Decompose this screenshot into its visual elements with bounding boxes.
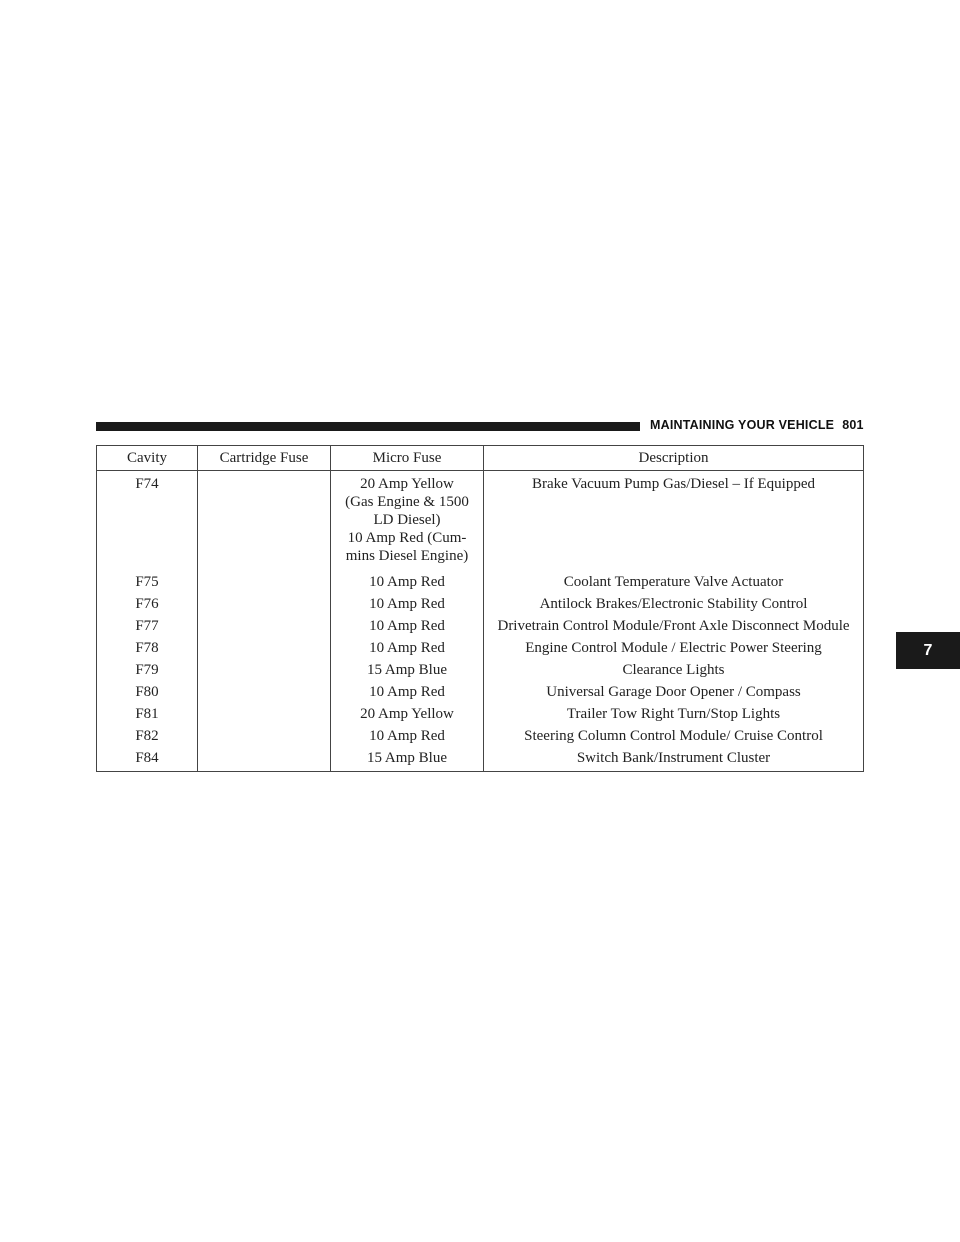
- cartridge-cell: [198, 615, 331, 637]
- micro-cell: 15 Amp Blue: [331, 659, 484, 681]
- table-row: [97, 681, 864, 703]
- table-row: [97, 703, 864, 725]
- table-row: [97, 637, 864, 659]
- micro-line: (Gas Engine & 1500: [345, 494, 469, 510]
- cartridge-cell: [198, 471, 331, 572]
- table-row: [97, 725, 864, 747]
- header-rule: [96, 422, 640, 431]
- column-header-cavity: Cavity: [97, 446, 198, 471]
- cavity-cell: F81: [97, 703, 198, 725]
- table-row: [97, 571, 864, 593]
- cartridge-cell: [198, 571, 331, 593]
- description-cell: Brake Vacuum Pump Gas/Diesel – If Equipped: [484, 471, 864, 572]
- cavity-cell: F84: [97, 747, 198, 772]
- micro-line: mins Diesel Engine): [345, 548, 469, 564]
- micro-cell: 10 Amp Red: [331, 571, 484, 593]
- cartridge-cell: [198, 747, 331, 772]
- table-header-row: [97, 446, 864, 471]
- description-cell: Drivetrain Control Module/Front Axle Disconnect Module: [484, 615, 864, 637]
- column-header-micro-fuse: Micro Fuse: [331, 446, 484, 471]
- description-cell: Trailer Tow Right Turn/Stop Lights: [484, 703, 864, 725]
- cartridge-cell: [198, 703, 331, 725]
- micro-cell: 20 Amp Yellow: [331, 703, 484, 725]
- running-header: [650, 418, 862, 432]
- section-title: MAINTAINING YOUR VEHICLE: [650, 418, 835, 432]
- micro-cell: 15 Amp Blue: [331, 747, 484, 772]
- micro-cell: 10 Amp Red: [331, 615, 484, 637]
- cartridge-cell: [198, 637, 331, 659]
- cartridge-cell: [198, 659, 331, 681]
- micro-cell: 10 Amp Red: [331, 593, 484, 615]
- cartridge-cell: [198, 593, 331, 615]
- description-cell: Antilock Brakes/Electronic Stability Control: [484, 593, 864, 615]
- description-cell: Clearance Lights: [484, 659, 864, 681]
- micro-cell: 10 Amp Red: [331, 681, 484, 703]
- table-row: [97, 593, 864, 615]
- cavity-cell: F82: [97, 725, 198, 747]
- cavity-cell: F75: [97, 571, 198, 593]
- micro-line: 20 Amp Yellow: [360, 476, 454, 492]
- micro-cell: 10 Amp Red: [331, 725, 484, 747]
- micro-line: 10 Amp Red (Cum-: [347, 530, 467, 546]
- fuse-table: [96, 445, 864, 772]
- cartridge-cell: [198, 681, 331, 703]
- column-header-description: Description: [484, 446, 864, 471]
- micro-cell: [331, 471, 484, 572]
- cavity-cell: F74: [97, 471, 198, 572]
- micro-line: LD Diesel): [373, 512, 441, 528]
- description-cell: Universal Garage Door Opener / Compass: [484, 681, 864, 703]
- cavity-cell: F79: [97, 659, 198, 681]
- cavity-cell: F80: [97, 681, 198, 703]
- table-row: [97, 471, 864, 572]
- cavity-cell: F77: [97, 615, 198, 637]
- table-row: [97, 659, 864, 681]
- description-cell: Steering Column Control Module/ Cruise Control: [484, 725, 864, 747]
- description-cell: Coolant Temperature Valve Actuator: [484, 571, 864, 593]
- cavity-cell: F76: [97, 593, 198, 615]
- description-cell: Engine Control Module / Electric Power Steering: [484, 637, 864, 659]
- table-row: [97, 747, 864, 772]
- column-header-cartridge-fuse: Cartridge Fuse: [198, 446, 331, 471]
- cartridge-cell: [198, 725, 331, 747]
- table-row: [97, 615, 864, 637]
- page-number: 801: [842, 418, 864, 432]
- micro-cell: 10 Amp Red: [331, 637, 484, 659]
- chapter-tab: 7: [896, 632, 960, 669]
- cavity-cell: F78: [97, 637, 198, 659]
- description-cell: Switch Bank/Instrument Cluster: [484, 747, 864, 772]
